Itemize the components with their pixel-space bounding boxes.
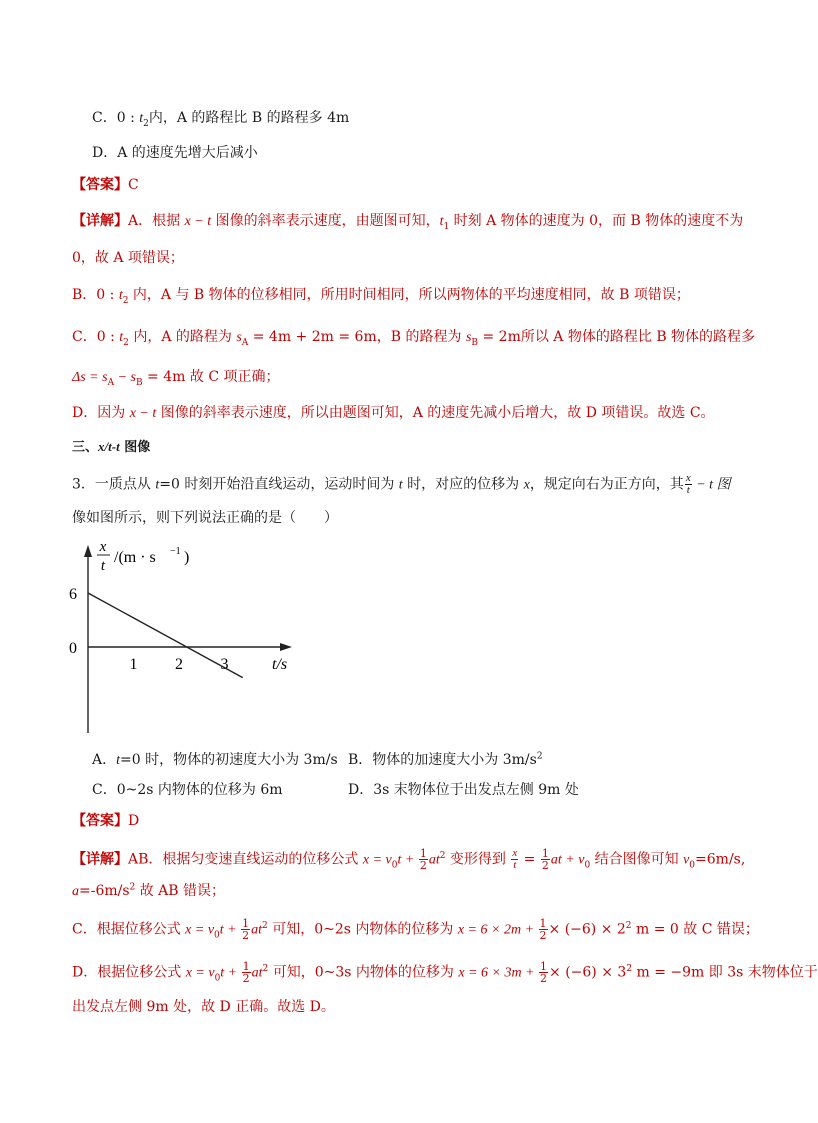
- fraction: [539, 918, 548, 941]
- fraction: [511, 848, 518, 871]
- text: x = v: [185, 922, 215, 938]
- text: 2: [262, 963, 269, 974]
- text: 时刻 A 物体的速度为 0，而 B 物体的速度不为: [449, 213, 744, 229]
- text: 0: [214, 930, 220, 941]
- y-tick-label: 0: [69, 640, 77, 657]
- text: 3．一质点从: [72, 476, 156, 493]
- text: s: [465, 330, 472, 345]
- text: 2: [242, 972, 250, 985]
- text: at: [251, 965, 263, 981]
- text: = 2m: [478, 329, 521, 345]
- text: t: [686, 484, 690, 496]
- text: 0: [391, 860, 398, 871]
- text: 内，A 与 B 物体的位移相同，所用时间相同，所以两物体的平均速度相同，故 B 项错误；: [128, 287, 690, 303]
- text: 1: [242, 960, 250, 973]
- text: 三、: [72, 440, 99, 455]
- answer-1: [72, 175, 139, 195]
- text: 故 C 错误；: [678, 921, 759, 938]
- text: 2: [626, 963, 633, 974]
- text: x − t: [184, 214, 212, 229]
- text: 2: [262, 920, 268, 931]
- text: m = −9m: [632, 964, 705, 981]
- y-tick-label: 6: [69, 586, 77, 603]
- fraction: [242, 961, 251, 984]
- text: 0: [214, 973, 221, 984]
- section-heading: [72, 437, 150, 458]
- text: =6m/s,: [695, 851, 746, 868]
- text: 1: [539, 917, 547, 930]
- text: 1: [242, 917, 250, 930]
- explain-2-ab-cont: [72, 881, 225, 902]
- text: × (−6) × 3: [549, 964, 627, 981]
- text: x = 6 × 2m +: [457, 922, 538, 938]
- text: x = v: [185, 965, 215, 981]
- text: v: [683, 852, 690, 868]
- text: t +: [397, 852, 418, 868]
- explain-tag: 【详解】: [72, 213, 128, 229]
- text: C．0 :: [72, 329, 120, 345]
- text: =: [519, 851, 540, 868]
- explain-1-a-cont: [72, 248, 184, 268]
- answer-value: C: [128, 177, 139, 193]
- prev-option-d: [92, 143, 258, 163]
- text: 出发点左侧 9m 处，故 D 正确。故选 D。: [72, 999, 335, 1015]
- fraction: [541, 848, 550, 871]
- explain-2-ab: [72, 848, 745, 871]
- answer-tag: 【答案】: [72, 813, 128, 829]
- text: 0: [584, 860, 591, 871]
- text: =0 时，物体的初速度大小为 3m/s: [120, 752, 338, 768]
- text: 1: [443, 221, 450, 232]
- text: 2: [242, 929, 250, 942]
- text: x = v: [362, 852, 392, 868]
- text: t: [513, 859, 517, 871]
- explain-2-d: [72, 961, 818, 984]
- text: at + v: [550, 852, 585, 868]
- text: D．因为: [72, 405, 130, 421]
- fraction: [241, 918, 250, 941]
- text: AB．根据匀变速直线运动的位移公式: [128, 851, 363, 868]
- text: 可知，0~3s 内物体的位移为: [268, 964, 459, 981]
- text: 2: [539, 929, 547, 942]
- text: 图像: [119, 440, 151, 455]
- text: 2: [439, 850, 446, 861]
- text: D．根据位移公式: [72, 964, 186, 981]
- text: A: [107, 377, 115, 388]
- text: 2: [541, 859, 549, 872]
- question-3-line-1: [72, 473, 731, 496]
- text: 2: [122, 295, 129, 306]
- text: Δs = s: [72, 370, 108, 385]
- fraction: [685, 473, 692, 496]
- answer-value: D: [128, 813, 140, 829]
- text: 内，A 的路程为: [128, 329, 237, 345]
- text: 1: [541, 847, 549, 860]
- text: x: [685, 472, 691, 484]
- text: A．: [92, 752, 117, 768]
- text: − t 图: [692, 477, 731, 493]
- explain-1-a: [72, 211, 743, 232]
- y-axis-label-unit: /(m · s: [114, 549, 156, 566]
- text: -t: [111, 439, 120, 454]
- text: m = 0: [631, 921, 679, 938]
- text: 即 3s 末物体位于: [704, 964, 818, 981]
- text: t: [155, 477, 160, 493]
- explain-1-c-cont: [72, 367, 279, 388]
- option-c[interactable]: [92, 780, 283, 800]
- x-axis-arrow: [280, 643, 292, 651]
- text: 2: [540, 972, 548, 985]
- text: x − t: [129, 406, 157, 421]
- option-a[interactable]: [92, 750, 338, 771]
- text: 变形得到: [445, 851, 511, 868]
- text: =-6m/s: [79, 883, 130, 899]
- text: 内，A 的路程比 B 的路程多 4m: [148, 110, 350, 126]
- text: t: [398, 477, 403, 493]
- text: x = 6 × 3m +: [458, 965, 539, 981]
- x-tick-label: 1: [129, 656, 138, 673]
- explain-2-d-cont: [72, 997, 335, 1017]
- text: x: [512, 847, 518, 859]
- text: =0 时刻开始沿直线运动，运动时间为: [159, 476, 399, 493]
- text: x: [523, 477, 530, 493]
- text: B．物体的加速度大小为 3m/s: [348, 752, 537, 768]
- text: 1: [540, 960, 548, 973]
- text: × (−6) × 2: [548, 921, 626, 938]
- x-tick-label: 3: [220, 656, 229, 673]
- y-axis-label-unit-close: ): [184, 549, 190, 566]
- text: 2: [143, 118, 149, 129]
- text: A: [241, 337, 249, 348]
- explain-2-c: [72, 918, 759, 941]
- prev-option-c: [92, 108, 349, 129]
- text: = 4m + 2m = 6m: [248, 329, 377, 345]
- text: s: [236, 330, 242, 345]
- text: C．0~2s 内物体的位移为 6m: [92, 782, 283, 798]
- xt-t-graph: [64, 537, 304, 737]
- text: 可知，0~2s 内物体的位移为: [267, 921, 458, 938]
- text: t: [116, 753, 121, 768]
- y-axis-label-numerator: x: [99, 539, 107, 555]
- text: 图像的斜率表示速度，所以由题图可知，A 的速度先减小后增大，故 D 项错误。故选 C。: [156, 405, 715, 421]
- y-axis-label-denominator: t: [100, 558, 106, 574]
- text: 像如图所示，则下列说法正确的是（ ）: [72, 510, 338, 526]
- text: B．0 :: [72, 287, 119, 303]
- text: 2: [129, 882, 136, 893]
- text: A．根据: [128, 213, 185, 229]
- text: D．A 的速度先增大后减小: [92, 145, 258, 161]
- explain-1-b: [72, 285, 690, 306]
- text: D．3s 末物体位于出发点左侧 9m 处: [348, 782, 579, 798]
- text: 图像的斜率表示速度，由题图可知，: [211, 213, 440, 229]
- explain-1-d: [72, 403, 715, 424]
- x-tick-label: 2: [175, 656, 183, 673]
- text: 2: [625, 920, 632, 931]
- text: t: [119, 330, 124, 345]
- text: 时，对应的位移为: [402, 476, 524, 493]
- text: 2: [419, 859, 427, 872]
- text: − s: [114, 370, 136, 385]
- text: B: [471, 337, 479, 348]
- text: at: [428, 852, 440, 868]
- explain-tag: 【详解】: [72, 851, 128, 868]
- text: t: [139, 111, 144, 126]
- answer-tag: 【答案】: [72, 177, 128, 193]
- option-d[interactable]: [348, 780, 579, 800]
- text: 2: [536, 751, 543, 762]
- text: t +: [219, 922, 241, 938]
- text: = 4m: [142, 369, 186, 385]
- text: 故 AB 错误；: [135, 883, 226, 899]
- text: B: [135, 377, 143, 388]
- text: C．0 :: [92, 110, 140, 126]
- text: at: [251, 922, 263, 938]
- text: t +: [220, 965, 241, 981]
- explain-1-c: [72, 327, 755, 348]
- text: t: [118, 288, 123, 303]
- text: 故 C 项正确；: [185, 369, 280, 385]
- question-3-line-2: [72, 508, 338, 528]
- fraction: [419, 848, 428, 871]
- x-axis-label: t/s: [272, 656, 288, 673]
- data-line: [88, 593, 243, 678]
- text: ，规定向右为正方向，其: [529, 476, 684, 493]
- text: 2: [123, 337, 129, 348]
- y-axis-label-unit-exponent: −1: [170, 546, 181, 557]
- text: 所以 A 物体的路程比 B 物体的路程多: [520, 329, 756, 345]
- text: 0，故 A 项错误；: [72, 250, 184, 266]
- fraction: [539, 961, 548, 984]
- text: ，B 的路程为: [376, 329, 466, 345]
- y-axis-arrow: [84, 545, 92, 557]
- text: 1: [419, 847, 427, 860]
- text: C．根据位移公式: [72, 921, 186, 938]
- text: t: [439, 214, 444, 229]
- text: a: [72, 884, 79, 899]
- text: x/t: [98, 439, 112, 454]
- option-b[interactable]: [348, 750, 543, 770]
- answer-2: [72, 811, 139, 831]
- text: 结合图像可知: [590, 851, 684, 868]
- text: 0: [689, 860, 696, 871]
